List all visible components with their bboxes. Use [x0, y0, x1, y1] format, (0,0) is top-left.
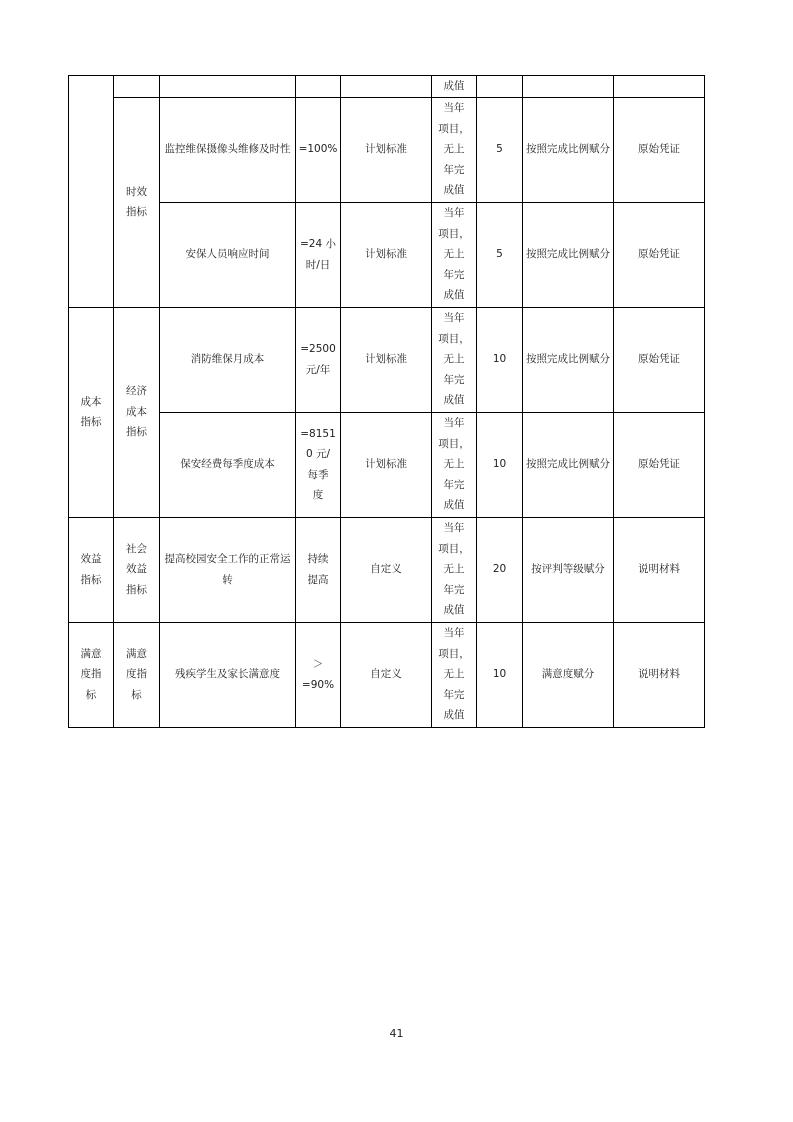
- target-cell: =2500 元/年: [296, 307, 341, 412]
- source-cell: 原始凭证: [614, 202, 705, 307]
- target-cell: ＞ =90%: [296, 622, 341, 727]
- source-cell: 原始凭证: [614, 307, 705, 412]
- indicator-cell: 安保人员响应时间: [160, 202, 296, 307]
- target-cell: 持续 提高: [296, 517, 341, 622]
- level1-cell-benefit: 效益 指标: [69, 517, 114, 622]
- table-row: [69, 412, 705, 517]
- value-type-cell: 当年 项目， 无上 年完 成值: [432, 412, 477, 517]
- table-row: [69, 622, 705, 727]
- target-cell: =100%: [296, 97, 341, 202]
- indicator-cell: 残疾学生及家长满意度: [160, 622, 296, 727]
- level1-cell-cost: 成本 指标: [69, 307, 114, 517]
- table-row-partial: [69, 76, 705, 98]
- value-type-cell: 当年 项目， 无上 年完 成值: [432, 97, 477, 202]
- table-row: [69, 97, 705, 202]
- scoring-cell: 按评判等级赋分: [523, 517, 614, 622]
- level1-cell-satisfaction: 满意 度指 标: [69, 622, 114, 727]
- standard-cell: 计划标准: [341, 307, 432, 412]
- indicator-cell: 提高校园安全工作的正常运转: [160, 517, 296, 622]
- source-cell: 说明材料: [614, 517, 705, 622]
- target-cell-empty: [296, 76, 341, 98]
- value-type-cell: 成值: [432, 76, 477, 98]
- weight-cell-empty: [477, 76, 523, 98]
- weight-cell: 10: [477, 622, 523, 727]
- indicator-cell: 保安经费每季度成本: [160, 412, 296, 517]
- level2-cell-social: 社会 效益 指标: [114, 517, 160, 622]
- level2-cell-economic: 经济 成本 指标: [114, 307, 160, 517]
- target-cell: =24 小时/日: [296, 202, 341, 307]
- weight-cell: 5: [477, 202, 523, 307]
- table-row: [69, 517, 705, 622]
- indicator-cell-empty: [160, 76, 296, 98]
- level2-cell-satisfaction: 满意 度指 标: [114, 622, 160, 727]
- performance-indicator-table: [68, 75, 705, 728]
- page-number: 41: [389, 1027, 404, 1040]
- value-type-cell: 当年 项目， 无上 年完 成值: [432, 202, 477, 307]
- scoring-cell: 按照完成比例赋分: [523, 202, 614, 307]
- scoring-cell-empty: [523, 76, 614, 98]
- value-type-cell: 当年 项目， 无上 年完 成值: [432, 517, 477, 622]
- source-cell-empty: [614, 76, 705, 98]
- source-cell: 原始凭证: [614, 97, 705, 202]
- indicator-cell: 监控维保摄像头维修及时性: [160, 97, 296, 202]
- table-row: [69, 202, 705, 307]
- value-type-cell: 当年 项目， 无上 年完 成值: [432, 622, 477, 727]
- scoring-cell: 按照完成比例赋分: [523, 412, 614, 517]
- standard-cell: 自定义: [341, 517, 432, 622]
- scoring-cell: 满意度赋分: [523, 622, 614, 727]
- standard-cell: 计划标准: [341, 97, 432, 202]
- source-cell: 说明材料: [614, 622, 705, 727]
- standard-cell: 自定义: [341, 622, 432, 727]
- standard-cell-empty: [341, 76, 432, 98]
- level1-cell-continued: [69, 76, 114, 308]
- indicator-cell: 消防维保月成本: [160, 307, 296, 412]
- standard-cell: 计划标准: [341, 202, 432, 307]
- weight-cell: 20: [477, 517, 523, 622]
- scoring-cell: 按照完成比例赋分: [523, 307, 614, 412]
- weight-cell: 10: [477, 307, 523, 412]
- source-cell: 原始凭证: [614, 412, 705, 517]
- table-row: [69, 307, 705, 412]
- scoring-cell: 按照完成比例赋分: [523, 97, 614, 202]
- level2-cell-timeliness: 时效 指标: [114, 97, 160, 307]
- weight-cell: 5: [477, 97, 523, 202]
- standard-cell: 计划标准: [341, 412, 432, 517]
- target-cell: =8151 0 元/ 每季 度: [296, 412, 341, 517]
- level2-cell-empty: [114, 76, 160, 98]
- value-type-cell: 当年 项目， 无上 年完 成值: [432, 307, 477, 412]
- weight-cell: 10: [477, 412, 523, 517]
